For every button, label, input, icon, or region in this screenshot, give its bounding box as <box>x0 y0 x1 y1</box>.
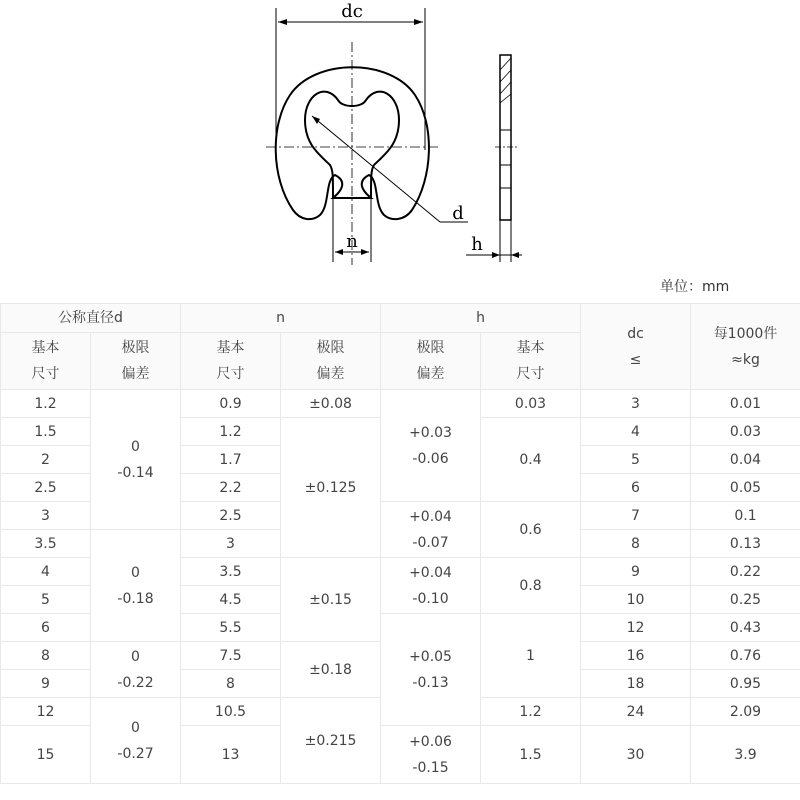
table-row <box>1 390 800 418</box>
h-basic-cell: 0.6 <box>481 502 581 558</box>
n-basic-cell: 5.5 <box>181 614 281 642</box>
header-weight: 每1000件 ≈kg <box>691 304 800 390</box>
subheader-h-basic: 基本 尺寸 <box>481 333 581 390</box>
d-tolerance-cell: 0 -0.18 <box>91 530 181 642</box>
weight-cell: 0.13 <box>691 530 800 558</box>
e-clip-technical-drawing <box>0 0 800 300</box>
h-basic-cell: 1.5 <box>481 726 581 784</box>
n-basic-cell: 4.5 <box>181 586 281 614</box>
h-basic-cell: 0.8 <box>481 558 581 614</box>
n-basic-cell: 3.5 <box>181 558 281 586</box>
header-dc: dc ≤ <box>581 304 691 390</box>
header-n: n <box>181 304 381 333</box>
subheader-n-tolerance: 极限 偏差 <box>281 333 381 390</box>
d-basic-cell: 5 <box>1 586 91 614</box>
h-tolerance-cell: +0.05 -0.13 <box>381 614 481 726</box>
dc-label: dc <box>341 1 363 22</box>
d-basic-cell: 8 <box>1 642 91 670</box>
d-basic-cell: 15 <box>1 726 91 784</box>
n-basic-cell: 8 <box>181 670 281 698</box>
n-basic-cell: 2.5 <box>181 502 281 530</box>
weight-cell: 0.04 <box>691 446 800 474</box>
d-basic-cell: 1.2 <box>1 390 91 418</box>
n-tolerance-cell: ±0.08 <box>281 390 381 418</box>
h-tolerance-cell: +0.04 -0.10 <box>381 558 481 614</box>
weight-cell: 0.1 <box>691 502 800 530</box>
dc-cell: 7 <box>581 502 691 530</box>
unit-label: 单位：mm <box>660 279 730 295</box>
h-tolerance-cell: +0.03 -0.06 <box>381 390 481 502</box>
dc-cell: 30 <box>581 726 691 784</box>
d-basic-cell: 3 <box>1 502 91 530</box>
dc-arrow-left <box>278 19 287 25</box>
weight-cell: 0.76 <box>691 642 800 670</box>
h-tolerance-cell: +0.04 -0.07 <box>381 502 481 558</box>
n-basic-cell: 10.5 <box>181 698 281 726</box>
d-basic-cell: 12 <box>1 698 91 726</box>
weight-cell: 3.9 <box>691 726 800 784</box>
n-basic-cell: 1.7 <box>181 446 281 474</box>
dc-cell: 18 <box>581 670 691 698</box>
h-arrow-right <box>511 252 519 258</box>
n-basic-cell: 0.9 <box>181 390 281 418</box>
dc-cell: 16 <box>581 642 691 670</box>
n-label: n <box>346 231 358 252</box>
n-basic-cell: 3 <box>181 530 281 558</box>
dc-cell: 12 <box>581 614 691 642</box>
d-tolerance-cell: 0 -0.27 <box>91 698 181 784</box>
h-basic-cell: 1.2 <box>481 698 581 726</box>
h-label: h <box>471 234 483 255</box>
d-basic-cell: 1.5 <box>1 418 91 446</box>
h-arrow-left <box>492 252 500 258</box>
header-h: h <box>381 304 581 333</box>
d-arrow <box>312 116 320 124</box>
n-basic-cell: 7.5 <box>181 642 281 670</box>
weight-cell: 0.25 <box>691 586 800 614</box>
subheader-d-tolerance: 极限 偏差 <box>91 333 181 390</box>
header-nominal-diameter: 公称直径d <box>1 304 181 333</box>
subheader-h-tolerance: 极限 偏差 <box>381 333 481 390</box>
dc-cell: 10 <box>581 586 691 614</box>
dc-cell: 6 <box>581 474 691 502</box>
dc-cell: 9 <box>581 558 691 586</box>
d-basic-cell: 2.5 <box>1 474 91 502</box>
subheader-d-basic: 基本 尺寸 <box>1 333 91 390</box>
dc-cell: 5 <box>581 446 691 474</box>
weight-cell: 0.01 <box>691 390 800 418</box>
h-basic-cell: 1 <box>481 614 581 698</box>
d-basic-cell: 3.5 <box>1 530 91 558</box>
weight-cell: 0.03 <box>691 418 800 446</box>
h-basic-cell: 0.4 <box>481 418 581 502</box>
n-arrow-left <box>335 249 343 255</box>
dc-cell: 8 <box>581 530 691 558</box>
d-basic-cell: 9 <box>1 670 91 698</box>
subheader-n-basic: 基本 尺寸 <box>181 333 281 390</box>
weight-cell: 0.22 <box>691 558 800 586</box>
dc-arrow-right <box>414 19 423 25</box>
e-clip-outer-profile <box>276 67 429 219</box>
dc-cell: 4 <box>581 418 691 446</box>
weight-cell: 0.95 <box>691 670 800 698</box>
n-basic-cell: 1.2 <box>181 418 281 446</box>
weight-cell: 0.43 <box>691 614 800 642</box>
h-tolerance-cell: +0.06 -0.15 <box>381 726 481 784</box>
d-tolerance-cell: 0 -0.14 <box>91 390 181 530</box>
e-clip-spec-table <box>0 303 800 784</box>
n-basic-cell: 2.2 <box>181 474 281 502</box>
n-tolerance-cell: ±0.125 <box>281 418 381 558</box>
d-label: d <box>452 203 464 224</box>
dc-cell: 24 <box>581 698 691 726</box>
n-arrow-right <box>361 249 369 255</box>
n-tolerance-cell: ±0.18 <box>281 642 381 698</box>
n-tolerance-cell: ±0.215 <box>281 698 381 784</box>
h-basic-cell: 0.03 <box>481 390 581 418</box>
weight-cell: 2.09 <box>691 698 800 726</box>
d-basic-cell: 2 <box>1 446 91 474</box>
dc-cell: 3 <box>581 390 691 418</box>
d-tolerance-cell: 0 -0.22 <box>91 642 181 698</box>
d-basic-cell: 4 <box>1 558 91 586</box>
n-tolerance-cell: ±0.15 <box>281 558 381 642</box>
n-basic-cell: 13 <box>181 726 281 784</box>
d-basic-cell: 6 <box>1 614 91 642</box>
weight-cell: 0.05 <box>691 474 800 502</box>
